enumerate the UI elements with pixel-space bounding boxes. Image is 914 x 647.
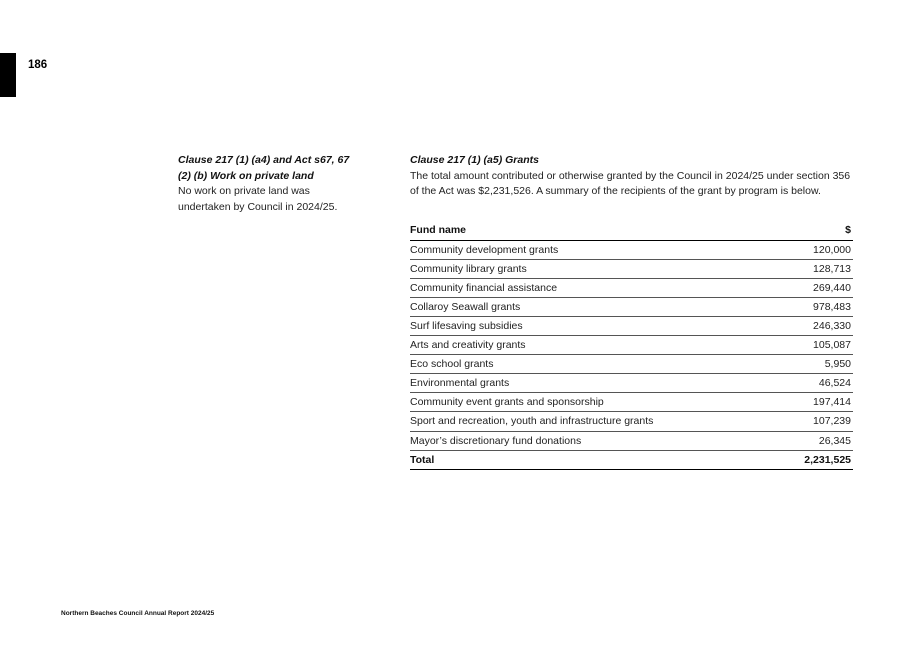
amount-cell: 128,713 [779,259,853,278]
total-label: Total [410,450,779,469]
table-row [410,412,853,431]
amount-header: $ [779,221,853,240]
report-footer: Northern Beaches Council Annual Report 2024/25 [61,610,215,617]
amount-cell: 246,330 [779,316,853,335]
amount-cell: 46,524 [779,374,853,393]
fund-name-cell: Collaroy Seawall grants [410,297,779,316]
private-land-section [178,153,363,215]
table-row [410,431,853,450]
amount-cell: 107,239 [779,412,853,431]
page-tab-marker [0,53,16,97]
fund-name-cell: Surf lifesaving subsidies [410,316,779,335]
fund-name-header: Fund name [410,221,779,240]
page-number: 186 [28,59,48,71]
amount-cell: 26,345 [779,431,853,450]
fund-name-cell: Community event grants and sponsorship [410,393,779,412]
fund-name-cell: Sport and recreation, youth and infrastructure grants [410,412,779,431]
table-row [410,336,853,355]
grants-table-body [410,240,853,469]
fund-name-cell: Community library grants [410,259,779,278]
amount-cell: 978,483 [779,297,853,316]
table-row [410,316,853,335]
table-row [410,278,853,297]
fund-name-cell: Environmental grants [410,374,779,393]
fund-name-cell: Community financial assistance [410,278,779,297]
amount-cell: 120,000 [779,240,853,259]
amount-cell: 197,414 [779,393,853,412]
table-row [410,374,853,393]
grants-section [410,153,853,200]
fund-name-cell: Community development grants [410,240,779,259]
grants-heading: Clause 217 (1) (a5) Grants [410,154,539,166]
amount-cell: 5,950 [779,355,853,374]
total-row [410,450,853,469]
grants-body: The total amount contributed or otherwise granted by the Council in 2024/25 under section 356 of the Act was $2,231,526. A summary of the recipients of the grant by program is below. [410,169,851,197]
fund-name-cell: Mayor’s discretionary fund donations [410,431,779,450]
total-amount: 2,231,525 [779,450,853,469]
table-row [410,355,853,374]
table-row [410,393,853,412]
table-row [410,259,853,278]
amount-cell: 269,440 [779,278,853,297]
table-row [410,240,853,259]
private-land-heading: Clause 217 (1) (a4) and Act s67, 67 (2) (b) Work on private land [178,154,350,182]
fund-name-cell: Arts and creativity grants [410,336,779,355]
grants-table [410,221,853,470]
table-header-row [410,221,853,240]
amount-cell: 105,087 [779,336,853,355]
private-land-body: No work on private land was undertaken by Council in 2024/25. [178,185,338,213]
table-row [410,297,853,316]
fund-name-cell: Eco school grants [410,355,779,374]
